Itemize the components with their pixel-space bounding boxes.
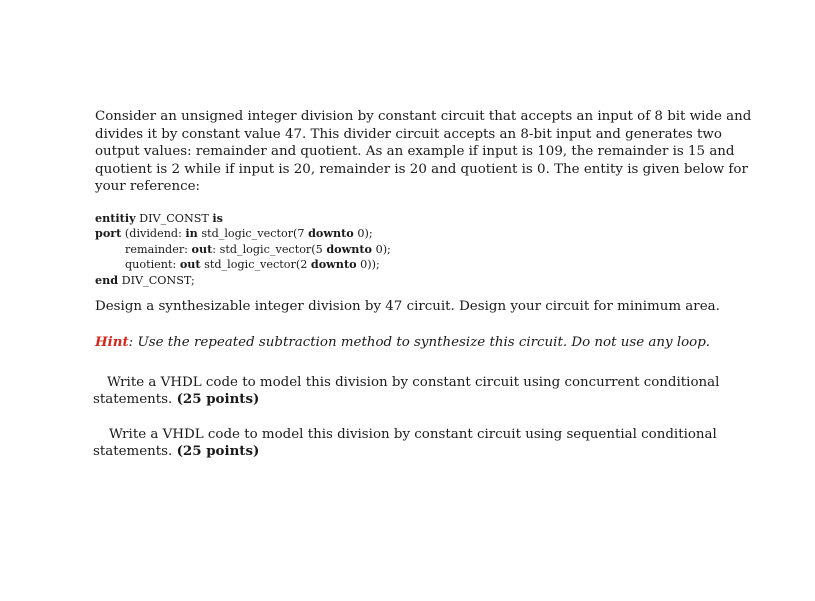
entity-code-block — [95, 211, 391, 288]
code-keyword: out — [191, 241, 213, 256]
intro-line: output values: remainder and quotient. As an example if input is 109, the remainder is 15 and — [95, 144, 735, 160]
code-keyword: end — [95, 272, 119, 287]
design-instruction: Design a synthesizable integer division by 47 circuit. Design your circuit for minimum area. — [95, 299, 720, 314]
code-text: remainder: — [125, 242, 192, 256]
question-line — [93, 391, 719, 408]
code-keyword: out — [179, 257, 201, 272]
code-keyword: port — [95, 226, 122, 241]
question-points: (25 points) — [176, 443, 260, 460]
code-keyword: entitiy — [95, 211, 136, 225]
intro-line: your reference: — [95, 179, 201, 195]
code-line-port — [95, 226, 391, 241]
intro-line: divides it by constant value 47. This divider circuit accepts an 8-bit input and generates two — [95, 126, 722, 142]
code-text: 0); — [353, 227, 373, 241]
code-keyword: downto — [326, 241, 373, 256]
code-text: DIV_CONST — [135, 212, 213, 225]
question-sequential — [93, 426, 717, 461]
code-line-entity — [95, 211, 391, 226]
code-text: : std_logic_vector(5 — [212, 242, 327, 256]
code-keyword: downto — [308, 226, 354, 241]
question-concurrent — [93, 374, 719, 409]
question-line — [93, 443, 717, 460]
code-text: 0); — [372, 242, 391, 256]
hint-label: Hint — [95, 334, 129, 350]
code-text: 0)); — [356, 258, 380, 272]
code-text: std_logic_vector(7 — [197, 227, 309, 241]
code-keyword: is — [212, 211, 223, 225]
code-text: std_logic_vector(2 — [200, 258, 311, 272]
code-line-end — [95, 273, 391, 288]
code-keyword: downto — [310, 257, 357, 272]
code-line-remainder — [95, 242, 391, 257]
question-points: (25 points) — [176, 391, 260, 408]
question-text: statements. — [93, 392, 177, 408]
question-line: Write a VHDL code to model this division by constant circuit using concurrent conditional — [107, 375, 720, 390]
hint-text: : Use the repeated subtraction method to synthesize this circuit. Do not use any loop. — [128, 335, 711, 350]
intro-line: quotient is 2 while if input is 20, remainder is 20 and quotient is 0. The entity is given below for — [95, 161, 748, 177]
code-text: (dividend: — [121, 227, 186, 241]
question-text: statements. — [93, 444, 177, 460]
intro-line: Consider an unsigned integer division by constant circuit that accepts an input of 8 bit wide and — [95, 109, 752, 124]
code-keyword: in — [185, 226, 198, 241]
code-line-quotient — [95, 257, 391, 272]
code-text: quotient: — [125, 258, 180, 272]
intro-paragraph — [95, 108, 752, 196]
code-text: DIV_CONST; — [118, 273, 195, 287]
hint-paragraph — [95, 333, 710, 352]
question-line: Write a VHDL code to model this division by constant circuit using sequential conditional — [109, 427, 717, 442]
